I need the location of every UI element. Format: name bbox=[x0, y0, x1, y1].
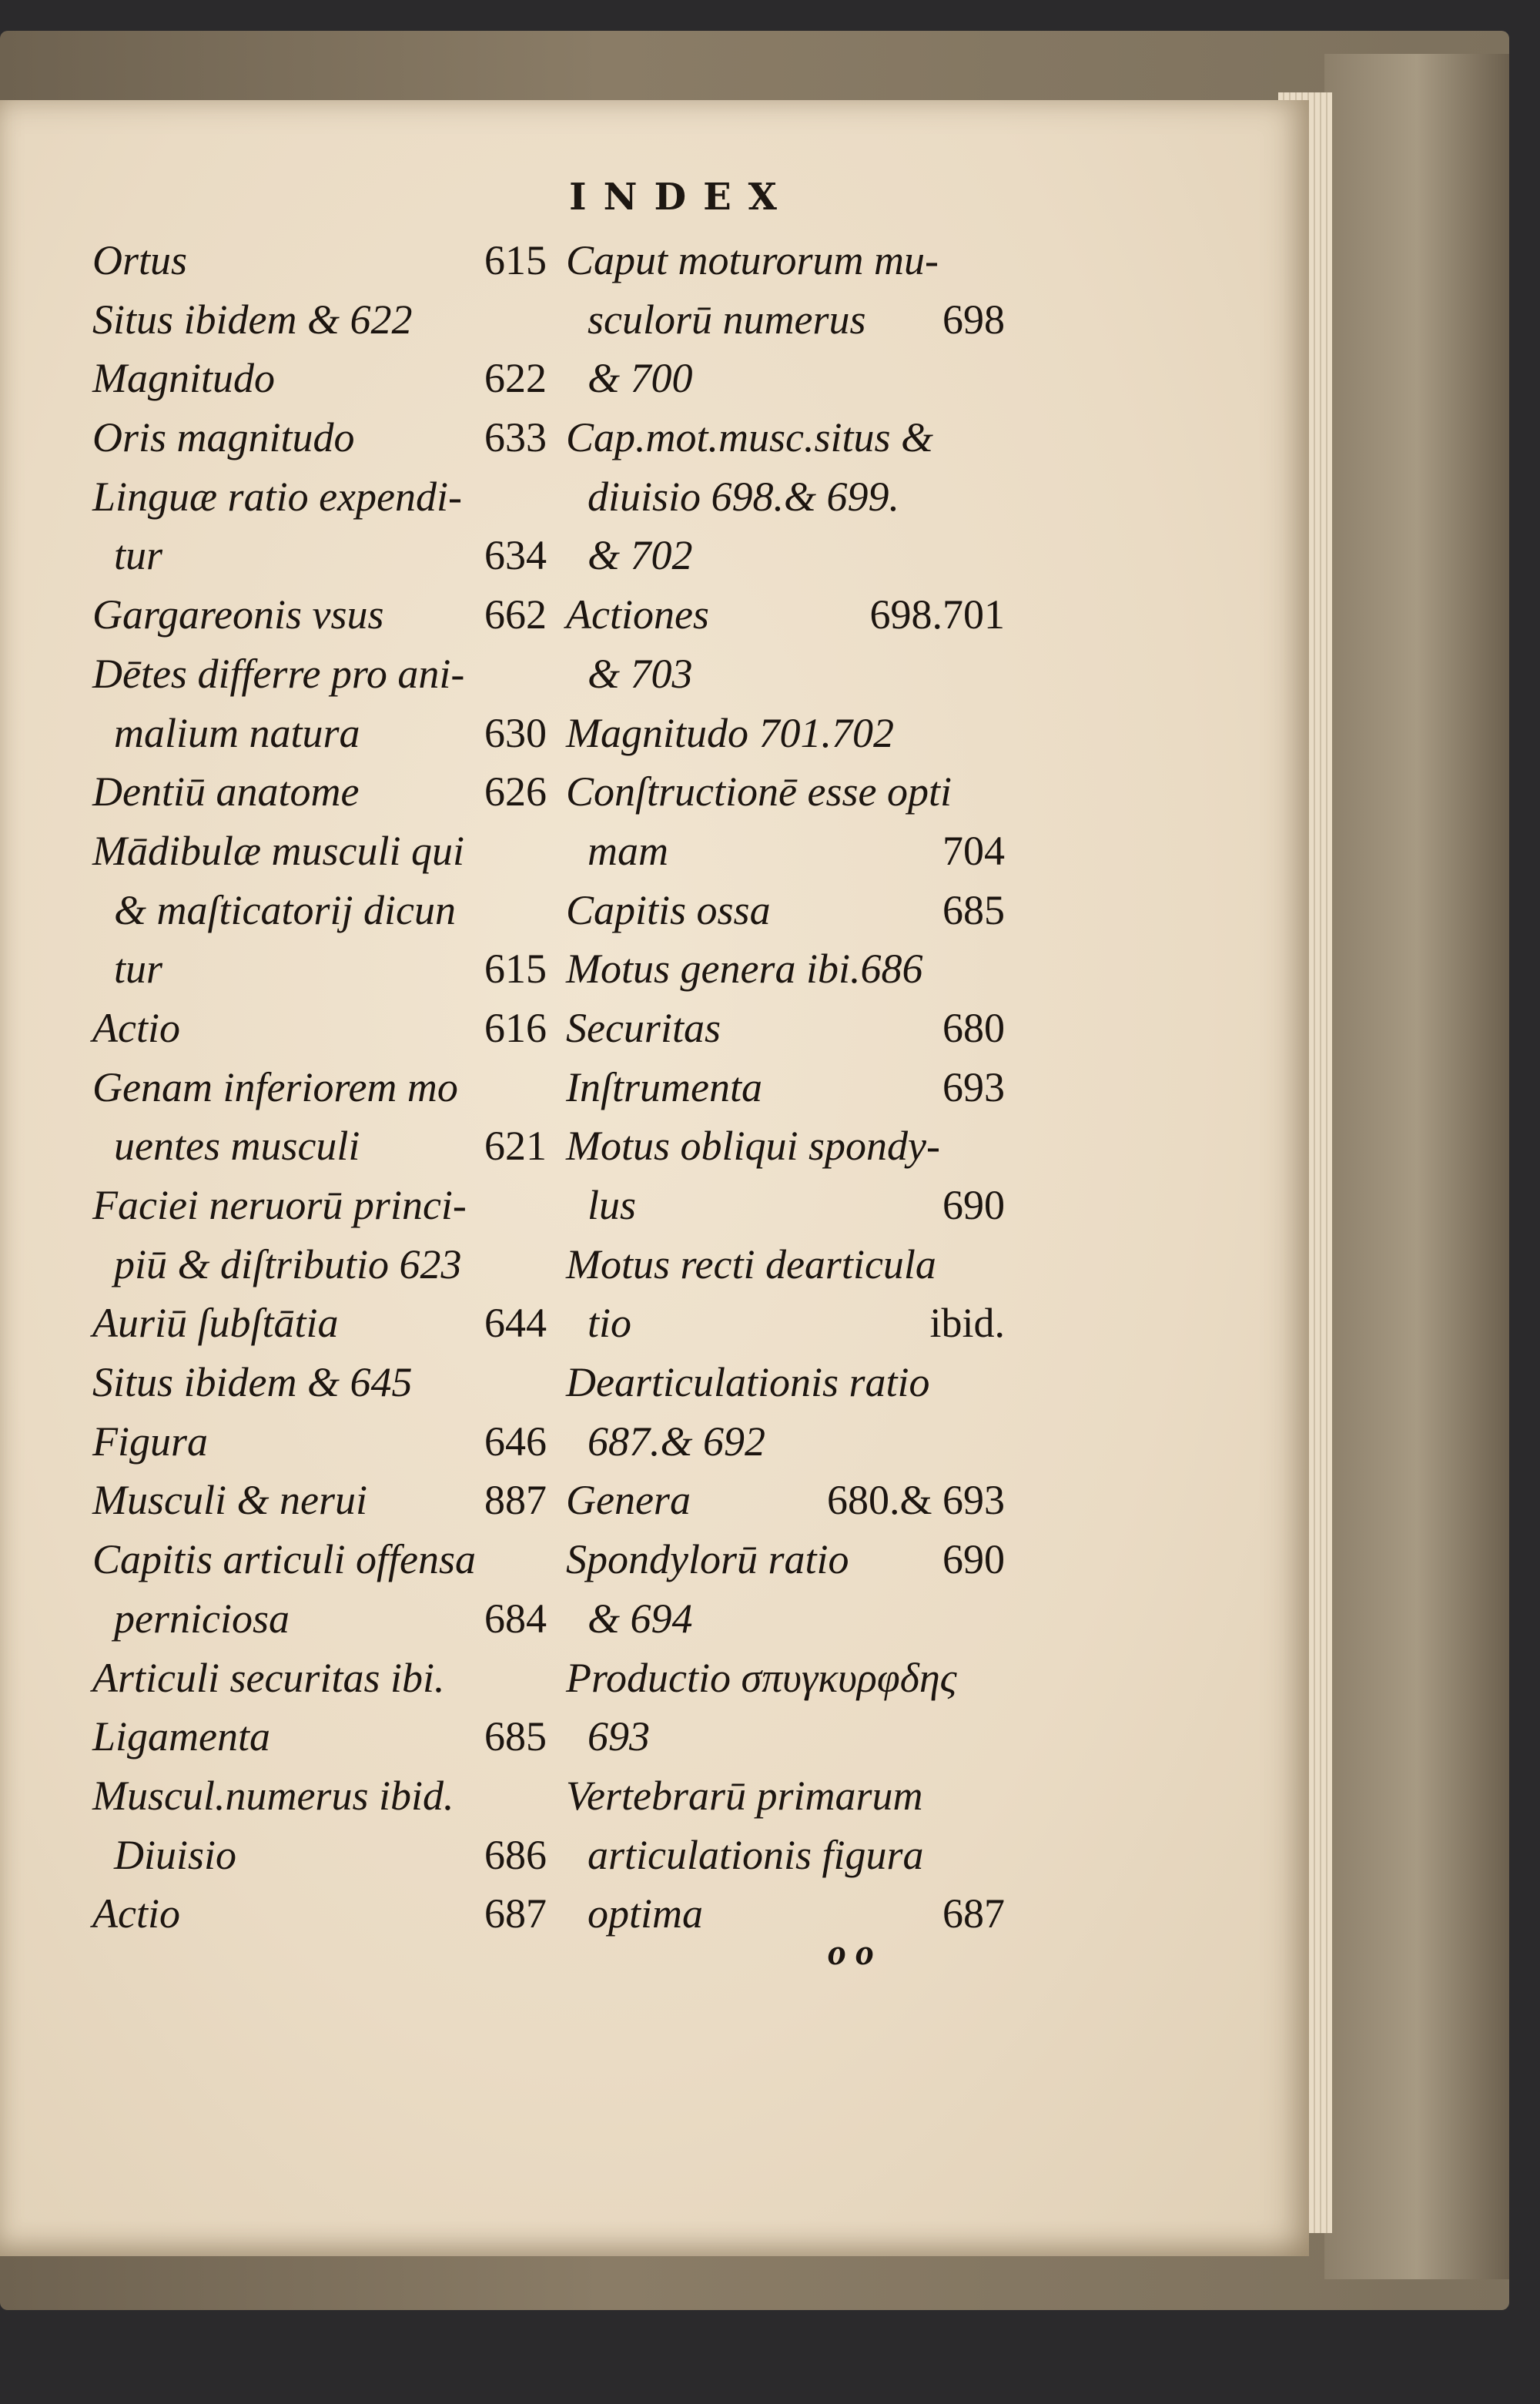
index-entry: Situs ibidem & 645 bbox=[92, 1359, 413, 1406]
index-entry: Situs ibidem & 622 bbox=[92, 296, 413, 343]
index-entry: Faciei neruorū princi- bbox=[92, 1182, 467, 1228]
index-entry: Genam inferiorem mo bbox=[92, 1063, 458, 1110]
index-entry: lus 690 bbox=[588, 1182, 1005, 1228]
index-entry: Mādibulæ musculi qui bbox=[92, 827, 464, 874]
index-entry: Motus genera ibi.686 bbox=[566, 946, 923, 993]
index-entry: Productio σπυγκυρφδης bbox=[566, 1654, 957, 1701]
index-entry: Linguæ ratio expendi- bbox=[92, 473, 462, 520]
index-entry: Spondylorū ratio 690 bbox=[566, 1536, 1005, 1583]
index-entry: Capitis articuli offensa bbox=[92, 1536, 477, 1583]
index-entry: Magnitudo 701.702 bbox=[566, 709, 894, 756]
index-entry: 687.& 692 bbox=[588, 1418, 766, 1465]
index-entry: Ortus 615 bbox=[92, 237, 547, 283]
index-entry: tur 634 bbox=[114, 532, 547, 579]
index-entry: tur 615 bbox=[114, 946, 547, 993]
index-column-left bbox=[92, 231, 547, 1944]
index-entry: Ligamenta 685 bbox=[92, 1713, 547, 1760]
page-header: INDEX bbox=[569, 176, 794, 219]
index-entry: perniciosa 684 bbox=[114, 1595, 547, 1642]
index-entry: Genera 680.& 693 bbox=[566, 1477, 1005, 1524]
index-entry: Oris magnitudo 633 bbox=[92, 414, 547, 461]
index-entry: mam 704 bbox=[588, 827, 1005, 874]
index-entry: Motus recti dearticula bbox=[566, 1241, 936, 1287]
index-entry: optima 687 bbox=[588, 1890, 1005, 1937]
index-entry: Auriū ſubſtātia 644 bbox=[92, 1300, 547, 1347]
index-entry: & 703 bbox=[588, 650, 693, 697]
index-entry: Inſtrumenta 693 bbox=[566, 1063, 1005, 1110]
index-entry: & 702 bbox=[588, 532, 693, 579]
index-entry: articulationis figura bbox=[588, 1831, 924, 1878]
index-column-right bbox=[566, 231, 1005, 1944]
index-entry: Dētes differre pro ani- bbox=[92, 650, 465, 697]
index-entry: & 700 bbox=[588, 355, 693, 402]
index-entry: Actiones 698.701 bbox=[566, 591, 1005, 638]
index-entry: sculorū numerus 698 bbox=[588, 296, 1005, 343]
index-entry: Vertebrarū primarum bbox=[566, 1772, 923, 1819]
index-entry: uentes musculi 621 bbox=[114, 1123, 547, 1170]
index-entry: & 694 bbox=[588, 1595, 693, 1642]
index-entry: Diuisio 686 bbox=[114, 1831, 547, 1878]
index-entry: & maſticatorij dicun bbox=[114, 886, 456, 933]
index-entry: Figura 646 bbox=[92, 1418, 547, 1465]
index-entry: Capitis ossa 685 bbox=[566, 886, 1005, 933]
signature-mark: o o bbox=[828, 1932, 874, 1973]
index-entry: Articuli securitas ibi. bbox=[92, 1654, 445, 1701]
index-entry: piū & diſtributio 623 bbox=[114, 1241, 462, 1287]
index-entry: Actio 687 bbox=[92, 1890, 547, 1937]
index-entry: Dearticulationis ratio bbox=[566, 1359, 930, 1406]
index-entry: tio ibid. bbox=[588, 1300, 1005, 1347]
index-entry: Gargareonis vsus 662 bbox=[92, 591, 547, 638]
index-entry: malium natura 630 bbox=[114, 709, 547, 756]
index-entry: Motus obliqui spondy- bbox=[566, 1123, 940, 1170]
index-entry: Musculi & nerui 887 bbox=[92, 1477, 547, 1524]
index-entry: diuisio 698.& 699. bbox=[588, 473, 900, 520]
index-entry: Caput moturorum mu- bbox=[566, 237, 939, 283]
index-entry: Securitas 680 bbox=[566, 1004, 1005, 1051]
index-entry: Cap.mot.musc.situs & bbox=[566, 414, 934, 461]
index-entry: 693 bbox=[588, 1713, 650, 1760]
book-back-board bbox=[1324, 54, 1509, 2279]
index-entry: Actio 616 bbox=[92, 1004, 547, 1051]
index-entry: Muscul.numerus ibid. bbox=[92, 1772, 454, 1819]
index-entry: Conſtructionē esse opti bbox=[566, 768, 952, 815]
index-entry: Dentiū anatome 626 bbox=[92, 768, 547, 815]
index-entry: Magnitudo 622 bbox=[92, 355, 547, 402]
